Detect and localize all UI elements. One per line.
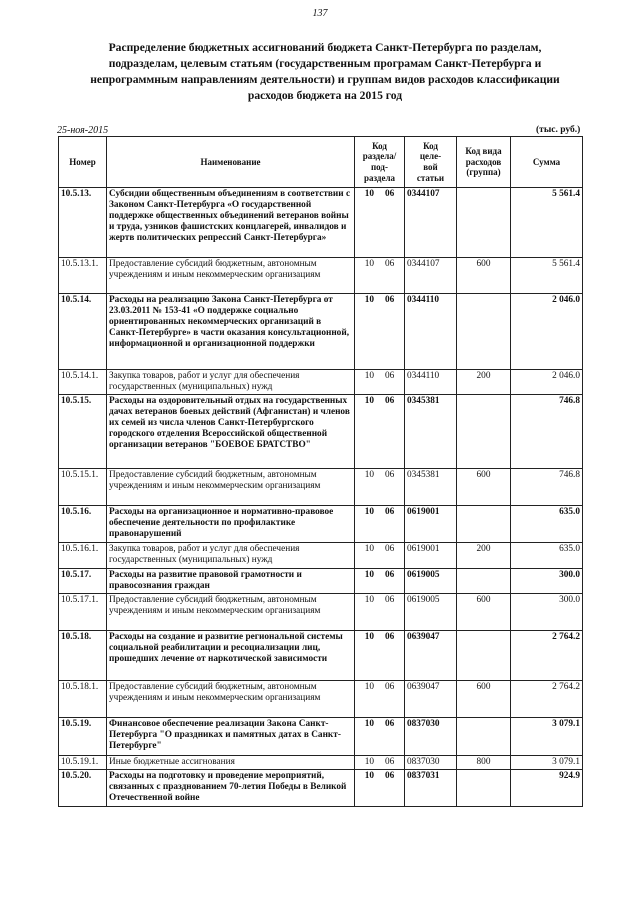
header-line: вой: [423, 162, 438, 172]
row-amount: 3 079.1: [511, 756, 583, 770]
header-line: Код: [372, 140, 387, 151]
table-row: [59, 395, 583, 469]
document-date: 25-ноя-2015: [57, 125, 109, 136]
row-amount: 635.0: [511, 543, 583, 569]
row-subsection: 06: [385, 682, 395, 692]
row-target-code: 0619001: [405, 543, 457, 569]
col-header-amount: Сумма: [511, 137, 583, 188]
row-expense-type: [457, 395, 511, 469]
row-subsection: 06: [385, 470, 395, 480]
table-row: [59, 258, 583, 294]
table-row: [59, 294, 583, 370]
row-expense-type: [457, 188, 511, 258]
row-amount: 746.8: [511, 469, 583, 506]
row-number: 10.5.19.1.: [59, 756, 107, 770]
page-number: 137: [312, 8, 328, 19]
row-section: 10: [364, 371, 374, 381]
document-title: [40, 40, 610, 104]
row-subsection: 06: [385, 757, 395, 767]
row-name: Предоставление субсидий бюджетным, автономным учреждениям и иным некоммерческим организациям: [107, 258, 355, 294]
table-row: [59, 631, 583, 681]
row-number: 10.5.19.: [59, 718, 107, 756]
row-section-code: [355, 770, 405, 807]
title-line: Распределение бюджетных ассигнований бюджета Санкт-Петербурга по разделам,: [108, 41, 542, 54]
row-section: 10: [364, 295, 374, 305]
row-number: 10.5.13.1.: [59, 258, 107, 294]
table-row: [59, 718, 583, 756]
row-target-code: 0344110: [405, 294, 457, 370]
row-name: Предоставление субсидий бюджетным, автономным учреждениям и иным некоммерческим организациям: [107, 681, 355, 718]
row-expense-type: [457, 294, 511, 370]
row-name: Закупка товаров, работ и услуг для обеспечения государственных (муниципальных) нужд: [107, 543, 355, 569]
row-section: 10: [364, 396, 374, 406]
row-amount: 3 079.1: [511, 718, 583, 756]
header-line: Код: [423, 140, 438, 151]
row-subsection: 06: [385, 295, 395, 305]
row-name: Расходы на реализацию Закона Санкт-Петербурга от 23.03.2011 № 153-41 «О поддержке социально ориентированных некоммерческих организаций в Санкт-Петербурге» в части оказания консультационной, информационной и организационной поддержки: [107, 294, 355, 370]
row-subsection: 06: [385, 259, 395, 269]
row-section: 10: [364, 719, 374, 729]
row-number: 10.5.14.: [59, 294, 107, 370]
header-line: раздела: [363, 172, 396, 183]
row-expense-type: [457, 569, 511, 594]
table-row: [59, 469, 583, 506]
header-line: под-: [371, 162, 388, 172]
row-section-code: [355, 188, 405, 258]
title-line: подразделам, целевым статьям (государственным програмам Санкт-Петербурга и: [108, 57, 542, 70]
row-subsection: 06: [385, 632, 395, 642]
row-expense-type: 600: [457, 258, 511, 294]
row-section: 10: [364, 595, 374, 605]
row-target-code: 0344107: [405, 188, 457, 258]
row-expense-type: [457, 631, 511, 681]
row-target-code: 0345381: [405, 395, 457, 469]
table-row: [59, 506, 583, 543]
col-header-target: [405, 137, 457, 188]
row-expense-type: 200: [457, 543, 511, 569]
row-number: 10.5.15.: [59, 395, 107, 469]
header-line: (группа): [466, 167, 501, 178]
row-section: 10: [364, 470, 374, 480]
row-expense-type: [457, 770, 511, 807]
row-name: Расходы на организационное и нормативно-правовое обеспечение деятельности по профилактике правонарушений: [107, 506, 355, 543]
title-line: расходов бюджета на 2015 год: [247, 89, 403, 102]
row-number: 10.5.16.: [59, 506, 107, 543]
table-row: [59, 594, 583, 631]
row-subsection: 06: [385, 719, 395, 729]
row-target-code: 0344107: [405, 258, 457, 294]
units-label: (тыс. руб.): [536, 125, 581, 135]
table-row: [59, 543, 583, 569]
row-section-code: [355, 469, 405, 506]
row-section: 10: [364, 507, 374, 517]
title-line: непрограммным направлениям деятельности) и группам видов расходов классификации: [90, 73, 560, 86]
row-amount: 2 046.0: [511, 294, 583, 370]
table-row: [59, 188, 583, 258]
table-row: [59, 756, 583, 770]
row-section-code: [355, 294, 405, 370]
col-header-section: [355, 137, 405, 188]
row-expense-type: [457, 718, 511, 756]
header-line: Код вида: [465, 146, 502, 157]
row-subsection: 06: [385, 189, 395, 199]
row-expense-type: [457, 506, 511, 543]
row-section: 10: [364, 682, 374, 692]
table-row: [59, 770, 583, 807]
row-amount: 2 046.0: [511, 370, 583, 395]
row-name: Предоставление субсидий бюджетным, автономным учреждениям и иным некоммерческим организациям: [107, 469, 355, 506]
row-target-code: 0619005: [405, 594, 457, 631]
row-target-code: 0345381: [405, 469, 457, 506]
row-number: 10.5.16.1.: [59, 543, 107, 569]
row-expense-type: 200: [457, 370, 511, 395]
row-section: 10: [364, 259, 374, 269]
row-section: 10: [364, 570, 374, 580]
row-section-code: [355, 756, 405, 770]
row-amount: 635.0: [511, 506, 583, 543]
row-name: Расходы на оздоровительный отдых на государственных дачах ветеранов боевых действий (Афганистан) и членов их семей из числа членов Санкт-Петербургского городского отделения Всероссийской общественной организации ветеранов "БОЕВОЕ БРАТСТВО": [107, 395, 355, 469]
row-section: 10: [364, 632, 374, 642]
row-section: 10: [364, 771, 374, 781]
row-name: Расходы на создание и развитие региональной системы социальной реабилитации и ресоциализации лиц, прошедших лечение от наркотической зависимости: [107, 631, 355, 681]
row-section-code: [355, 258, 405, 294]
table-row: [59, 569, 583, 594]
row-number: 10.5.17.1.: [59, 594, 107, 631]
table-header-row: [59, 137, 583, 188]
row-expense-type: 600: [457, 469, 511, 506]
header-line: раздела/: [362, 151, 397, 162]
row-section-code: [355, 569, 405, 594]
header-line: статьи: [416, 172, 445, 183]
row-amount: 5 561.4: [511, 188, 583, 258]
row-section-code: [355, 543, 405, 569]
row-section: 10: [364, 757, 374, 767]
col-header-expense-type: [457, 137, 511, 188]
row-number: 10.5.17.: [59, 569, 107, 594]
row-amount: 924.9: [511, 770, 583, 807]
row-target-code: 0837030: [405, 718, 457, 756]
row-number: 10.5.13.: [59, 188, 107, 258]
row-subsection: 06: [385, 371, 395, 381]
row-subsection: 06: [385, 396, 395, 406]
table-row: [59, 370, 583, 395]
row-section-code: [355, 506, 405, 543]
row-target-code: 0619005: [405, 569, 457, 594]
row-subsection: 06: [385, 507, 395, 517]
row-name: Закупка товаров, работ и услуг для обеспечения государственных (муниципальных) нужд: [107, 370, 355, 395]
row-name: Субсидии общественным объединениям в соответствии с Законом Санкт-Петербурга «О государственной поддержке общественных объединений ветеранов войны и труда, узников фашистских концлагерей, инвалидов и жертв политических репрессий Санкт-Петербурга»: [107, 188, 355, 258]
row-name: Расходы на развитие правовой грамотности и правосознания граждан: [107, 569, 355, 594]
row-name: Финансовое обеспечение реализации Закона Санкт-Петербурга "О праздниках и памятных датах в Санкт-Петербурге": [107, 718, 355, 756]
row-amount: 300.0: [511, 594, 583, 631]
row-section-code: [355, 681, 405, 718]
row-target-code: 0344110: [405, 370, 457, 395]
row-section-code: [355, 395, 405, 469]
row-number: 10.5.18.: [59, 631, 107, 681]
row-number: 10.5.14.1.: [59, 370, 107, 395]
row-target-code: 0837030: [405, 756, 457, 770]
row-expense-type: 800: [457, 756, 511, 770]
row-target-code: 0837031: [405, 770, 457, 807]
budget-table: [58, 136, 583, 807]
row-subsection: 06: [385, 771, 395, 781]
col-header-number: Номер: [59, 137, 107, 188]
row-number: 10.5.15.1.: [59, 469, 107, 506]
row-target-code: 0619001: [405, 506, 457, 543]
row-amount: 5 561.4: [511, 258, 583, 294]
table-row: [59, 681, 583, 718]
row-number: 10.5.18.1.: [59, 681, 107, 718]
row-amount: 2 764.2: [511, 681, 583, 718]
row-amount: 300.0: [511, 569, 583, 594]
row-expense-type: 600: [457, 594, 511, 631]
row-subsection: 06: [385, 595, 395, 605]
row-name: Предоставление субсидий бюджетным, автономным учреждениям и иным некоммерческим организациям: [107, 594, 355, 631]
row-section-code: [355, 631, 405, 681]
row-section: 10: [364, 544, 374, 554]
row-target-code: 0639047: [405, 681, 457, 718]
row-section: 10: [364, 189, 374, 199]
row-amount: 2 764.2: [511, 631, 583, 681]
row-expense-type: 600: [457, 681, 511, 718]
row-name: Иные бюджетные ассигнования: [107, 756, 355, 770]
row-target-code: 0639047: [405, 631, 457, 681]
row-section-code: [355, 370, 405, 395]
row-number: 10.5.20.: [59, 770, 107, 807]
row-section-code: [355, 594, 405, 631]
row-subsection: 06: [385, 544, 395, 554]
row-amount: 746.8: [511, 395, 583, 469]
header-line: расходов: [465, 156, 502, 167]
row-subsection: 06: [385, 570, 395, 580]
row-name: Расходы на подготовку и проведение мероприятий, связанных с празднованием 70-летия Победы в Великой Отечественной войне: [107, 770, 355, 807]
row-section-code: [355, 718, 405, 756]
header-line: целе-: [419, 151, 442, 162]
col-header-name: Наименование: [107, 137, 355, 188]
